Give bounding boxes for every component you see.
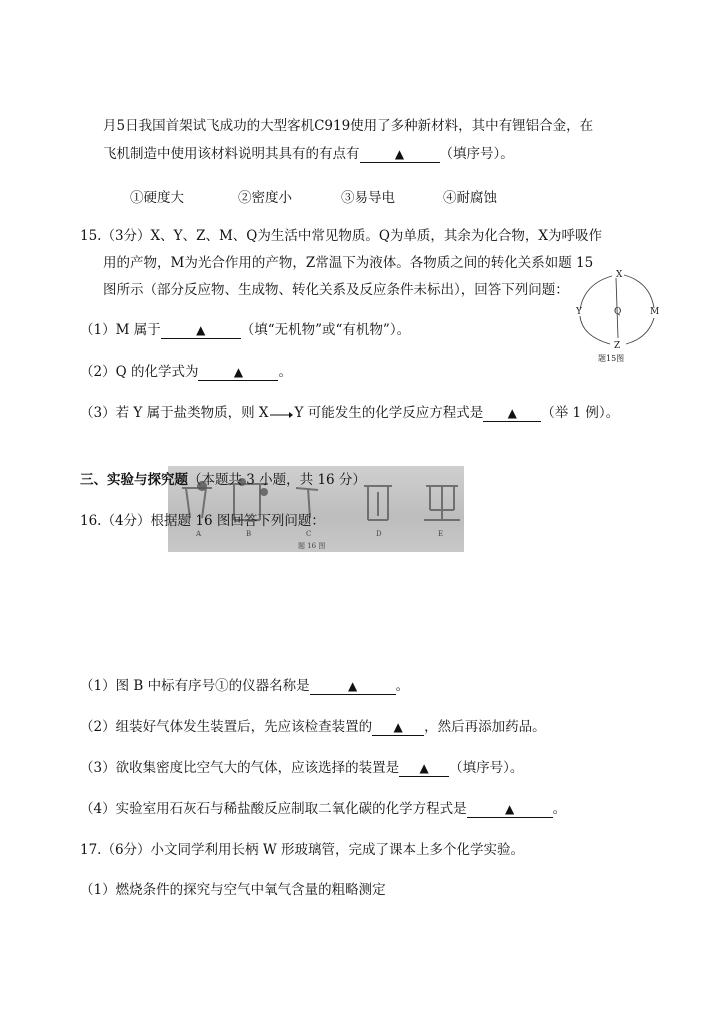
answer-blank[interactable] bbox=[161, 322, 241, 339]
blank-triangle-icon: ▲ bbox=[233, 365, 244, 379]
q15-sub-2-suffix: 。 bbox=[278, 364, 292, 380]
option-2: ②密度小 bbox=[238, 190, 292, 206]
blank-triangle-icon: ▲ bbox=[347, 679, 358, 693]
option-4: ④耐腐蚀 bbox=[443, 190, 497, 206]
q15-sub-2 bbox=[80, 363, 292, 381]
q15-sub-3-suffix: （举 1 例）。 bbox=[541, 405, 620, 421]
blank-triangle-icon: ▲ bbox=[394, 147, 405, 161]
blank-triangle-icon: ▲ bbox=[419, 761, 429, 775]
q16-sub-1-suffix: 。 bbox=[395, 678, 410, 694]
answer-blank[interactable] bbox=[198, 364, 278, 381]
option-3: ③易导电 bbox=[341, 190, 395, 206]
diagram-caption: 题15图 bbox=[598, 354, 625, 363]
q15-sub-3-middle: Y 可能发生的化学反应方程式是 bbox=[294, 405, 484, 421]
photo-label-b: B bbox=[246, 530, 252, 538]
answer-blank[interactable] bbox=[467, 801, 553, 818]
photo-label-d: D bbox=[376, 530, 382, 538]
q16-sub-1-prefix: （1）图 B 中标有序号①的仪器名称是 bbox=[80, 678, 310, 694]
intro-line-2-text: 飞机制造中使用该材料说明其具有的有点有 bbox=[103, 146, 360, 162]
diagram-label-y: Y bbox=[576, 307, 582, 317]
q17-sub-1: （1）燃烧条件的探究与空气中氧气含量的粗略测定 bbox=[80, 882, 386, 898]
q16-sub-2-prefix: （2）组装好气体发生装置后，先应该检查装置的 bbox=[80, 719, 373, 735]
diagram-label-q: Q bbox=[614, 307, 622, 317]
q16-sub-3 bbox=[80, 759, 523, 777]
q15-stem-line-3: 图所示（部分反应物、生成物、转化关系及反应条件未标出），回答下列问题： bbox=[103, 282, 569, 298]
q15-sub-1-prefix: （1）M 属于 bbox=[80, 322, 161, 338]
photo-caption: 题 16 图 bbox=[298, 542, 326, 550]
q16-sub-4-suffix: 。 bbox=[552, 801, 567, 817]
q15-diagram bbox=[566, 264, 670, 366]
q17-stem: 17.（6分）小文同学利用长柄 W 形玻璃管，完成了课本上多个化学实验。 bbox=[80, 842, 525, 858]
blank-triangle-icon: ▲ bbox=[393, 720, 403, 734]
diagram-label-x: X bbox=[616, 270, 623, 280]
q16-stem: 16.（4分）根据题 16 图回答下列问题： bbox=[80, 513, 325, 529]
q15-stem-line-2: 用的产物，M为光合作用的产物，Z常温下为液体。各物质之间的转化关系如题 15 bbox=[103, 255, 594, 271]
q15-stem-line-1: 15.（3分）X、Y、Z、M、Q为生活中常见物质。Q为单质，其余为化合物，X为呼吸作 bbox=[80, 228, 603, 244]
q15-sub-1 bbox=[80, 321, 410, 339]
q15-sub-3 bbox=[80, 404, 619, 422]
intro-line-2 bbox=[103, 145, 514, 163]
q16-sub-1 bbox=[80, 677, 409, 695]
q16-sub-3-suffix: （填序号）。 bbox=[449, 760, 524, 776]
diagram-label-z: Z bbox=[614, 341, 621, 351]
photo-label-e: E bbox=[438, 530, 444, 538]
answer-blank[interactable] bbox=[372, 719, 424, 736]
section-3-title: 三、实验与探究题 bbox=[80, 472, 188, 488]
blank-triangle-icon: ▲ bbox=[507, 406, 517, 420]
q16-sub-2-suffix: ，然后再添加药品。 bbox=[424, 719, 546, 735]
intro-line-2-suffix: （填序号）。 bbox=[439, 146, 514, 162]
answer-blank[interactable] bbox=[483, 405, 541, 422]
answer-blank[interactable] bbox=[399, 760, 449, 777]
q16-sub-4 bbox=[80, 800, 566, 818]
photo-label-c: C bbox=[306, 530, 312, 538]
diagram-label-m: M bbox=[650, 307, 660, 317]
option-1: ①硬度大 bbox=[130, 190, 184, 206]
right-arrow-icon bbox=[269, 406, 295, 424]
q16-sub-3-prefix: （3）欲收集密度比空气大的气体，应该选择的装置是 bbox=[80, 760, 400, 776]
q16-sub-2 bbox=[80, 718, 546, 736]
blank-triangle-icon: ▲ bbox=[504, 802, 515, 816]
q16-sub-4-prefix: （4）实验室用石灰石与稀盐酸反应制取二氧化碳的化学方程式是 bbox=[80, 801, 467, 817]
section-3-note: （本题共 3 小题，共 16 分） bbox=[188, 472, 366, 488]
intro-line-1: 月5日我国首架试飞成功的大型客机C919使用了多种新材料，其中有锂铝合金，在 bbox=[103, 118, 594, 134]
blank-triangle-icon: ▲ bbox=[196, 323, 206, 337]
section-3-heading bbox=[80, 471, 366, 489]
photo-label-a: A bbox=[196, 530, 202, 538]
q15-sub-1-suffix: （填“无机物”或“有机物”）。 bbox=[240, 322, 411, 338]
answer-blank[interactable] bbox=[310, 678, 396, 695]
q15-sub-2-prefix: （2）Q 的化学式为 bbox=[80, 364, 199, 380]
answer-blank[interactable] bbox=[360, 146, 440, 163]
q15-sub-3-prefix: （3）若 Y 属于盐类物质，则 X bbox=[80, 405, 269, 421]
